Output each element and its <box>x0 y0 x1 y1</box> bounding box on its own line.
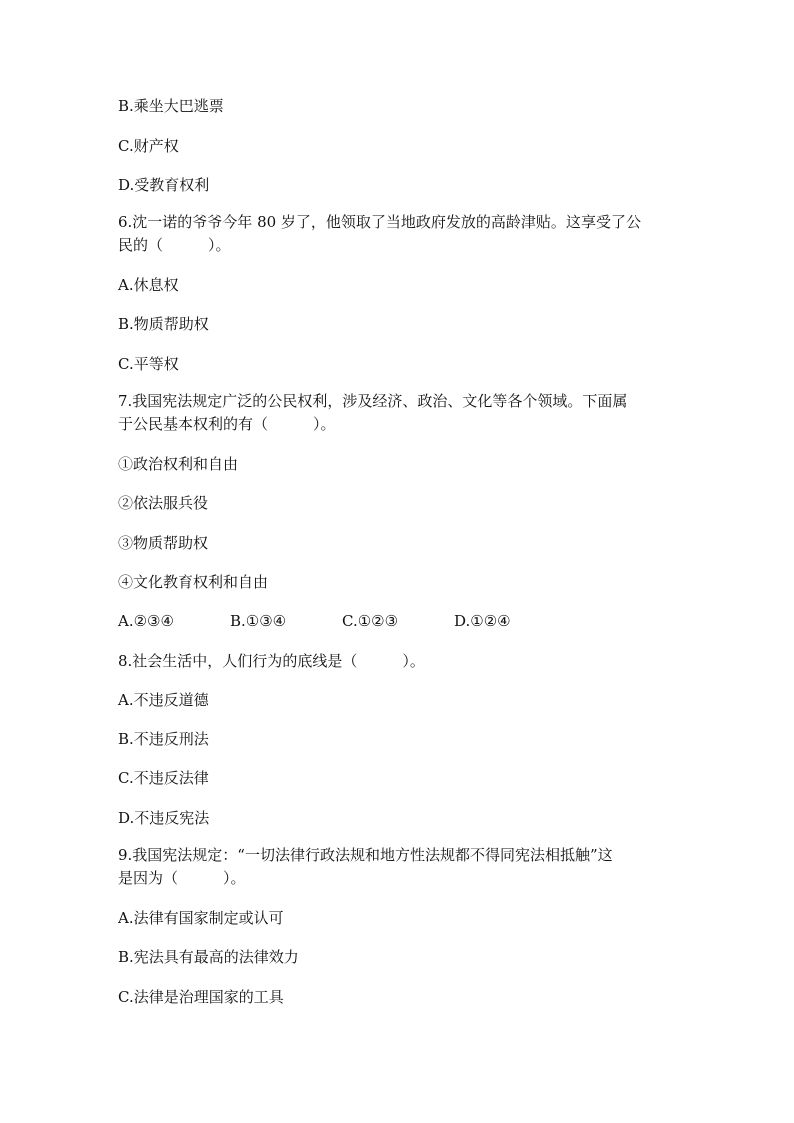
question-9-option-a: A.法律有国家制定或认可 <box>118 909 284 927</box>
question-7-statement-3: ③物质帮助权 <box>118 534 209 552</box>
question-7-option-d: D.①②④ <box>454 612 511 630</box>
question-8-option-b: B.不违反刑法 <box>118 730 209 748</box>
question-7-line-1: 7.我国宪法规定广泛的公民权利，涉及经济、政治、文化等各个领域。下面属 <box>118 392 628 410</box>
question-7-option-a: A.②③④ <box>118 612 174 630</box>
question-7-line-2: 于公民基本权利的有（ ）。 <box>118 415 336 433</box>
question-6-line-1: 6.沈一诺的爷爷今年 80 岁了，他领取了当地政府发放的高龄津贴。这享受了公 <box>118 213 641 231</box>
question-7-options <box>118 612 678 630</box>
question-6-stem <box>118 211 678 257</box>
question-7-option-c: C.①②③ <box>342 612 399 630</box>
question-8-option-d: D.不违反宪法 <box>118 809 210 827</box>
question-7-option-b: B.①③④ <box>230 612 287 630</box>
question-6-option-a: A.休息权 <box>118 276 179 294</box>
option-d-prev: D.受教育权利 <box>118 176 210 194</box>
question-6-option-b: B.物质帮助权 <box>118 315 209 333</box>
option-b-prev: B.乘坐大巴逃票 <box>118 97 224 115</box>
question-7-statement-4: ④文化教育权利和自由 <box>118 573 269 591</box>
question-9-line-2: 是因为（ ）。 <box>118 869 246 887</box>
question-9-option-c: C.法律是治理国家的工具 <box>118 988 284 1006</box>
question-7-statement-1: ①政治权利和自由 <box>118 455 239 473</box>
question-6-option-c: C.平等权 <box>118 355 179 373</box>
option-c-prev: C.财产权 <box>118 137 179 155</box>
question-9-stem <box>118 844 678 890</box>
question-7-stem <box>118 390 678 436</box>
question-8-option-c: C.不违反法律 <box>118 769 209 787</box>
question-8-option-a: A.不违反道德 <box>118 691 209 709</box>
question-9-line-1: 9.我国宪法规定：“一切法律行政法规和地方性法规都不得同宪法相抵触”这 <box>118 846 613 864</box>
question-6-line-2: 民的（ ）。 <box>118 236 231 254</box>
question-8-stem: 8.社会生活中，人们行为的底线是（ ）。 <box>118 652 425 670</box>
question-7-statement-2: ②依法服兵役 <box>118 494 209 512</box>
question-9-option-b: B.宪法具有最高的法律效力 <box>118 948 299 966</box>
